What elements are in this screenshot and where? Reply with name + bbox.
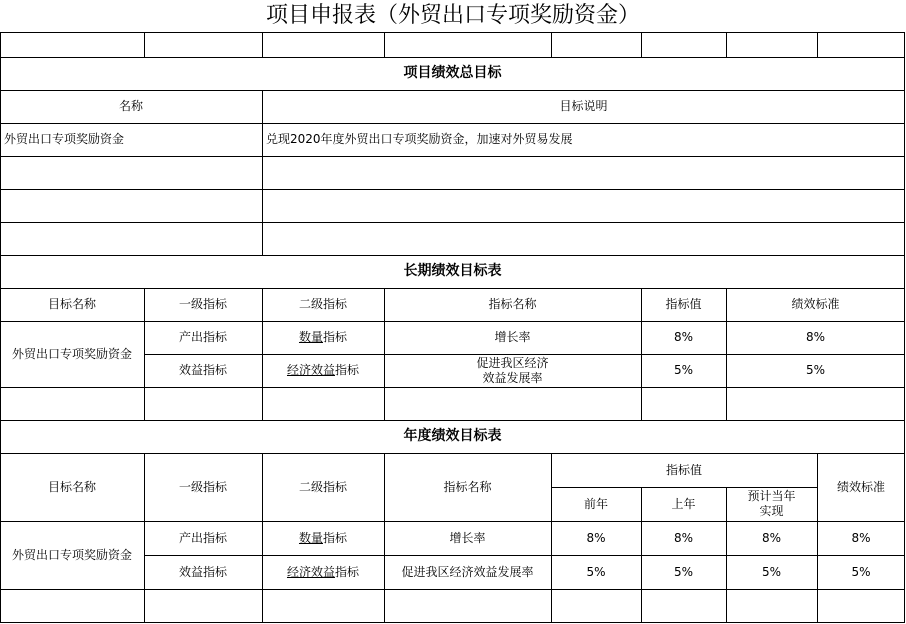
an-row2-prev: 5% <box>586 564 606 579</box>
lt-row1-level2 <box>262 321 384 354</box>
rule <box>0 589 905 590</box>
rule <box>551 32 552 57</box>
overall-col-name: 名称 <box>118 99 143 113</box>
overall-col-desc: 目标说明 <box>559 99 608 113</box>
lt-header-standard: 绩效标准 <box>791 297 840 311</box>
an-header-prev-year: 前年 <box>583 496 608 511</box>
rule <box>726 32 727 57</box>
an-row2-expected: 5% <box>761 564 782 579</box>
lt-row2-value: 5% <box>673 363 694 377</box>
lt-row2-level2-rest: 指标 <box>335 363 360 377</box>
an-header-standard: 绩效标准 <box>836 479 885 494</box>
an-row2-level2 <box>262 555 384 589</box>
rule <box>0 222 905 223</box>
an-header-value-group: 指标值 <box>665 462 702 477</box>
rule <box>0 156 905 157</box>
overall-row-name: 外贸出口专项奖励资金 <box>4 132 125 146</box>
an-row1-level2 <box>262 521 384 555</box>
an-row2-last: 5% <box>673 564 694 579</box>
lt-row1-value: 8% <box>673 330 694 344</box>
lt-row2-indicator <box>384 354 641 387</box>
an-row2-standard: 5% <box>851 564 871 579</box>
lt-row1-level2-rest: 指标 <box>323 330 348 344</box>
lt-row1-standard: 8% <box>805 330 826 344</box>
an-row1-last: 8% <box>673 530 694 545</box>
an-goal-name: 外贸出口专项奖励资金 <box>11 547 132 562</box>
lt-row1-level2-underlined: 数量 <box>298 330 323 344</box>
an-header-indicator: 指标名称 <box>443 479 492 494</box>
lt-row1-indicator: 增长率 <box>494 330 531 344</box>
rule <box>0 387 905 388</box>
lt-header-goal-name: 目标名称 <box>47 297 96 311</box>
an-header-expected <box>726 487 817 521</box>
an-header-last-year: 上年 <box>671 496 696 511</box>
an-header-level2: 二级指标 <box>298 479 347 494</box>
lt-row2-indicator-line1: 促进我区经济 <box>476 355 549 370</box>
an-header-expected-line2: 实现 <box>759 504 784 518</box>
lt-row1-level1: 产出指标 <box>178 330 227 344</box>
rule <box>262 32 263 57</box>
rule <box>0 32 905 33</box>
an-row1-expected: 8% <box>761 530 782 545</box>
lt-header-level1: 一级指标 <box>178 297 227 311</box>
rule <box>0 622 905 623</box>
lt-header-value: 指标值 <box>665 297 702 311</box>
overall-heading: 项目绩效总目标 <box>403 65 502 81</box>
an-row1-level2-underlined: 数量 <box>298 530 323 545</box>
an-header-goal-name: 目标名称 <box>47 479 96 494</box>
an-row1-level1: 产出指标 <box>178 530 227 545</box>
overall-row-desc: 兑现2020年度外贸出口专项奖励资金，加速对外贸易发展 <box>266 132 573 146</box>
lt-row2-level1: 效益指标 <box>178 363 227 377</box>
lt-header-level2: 二级指标 <box>298 297 347 311</box>
an-row2-level1: 效益指标 <box>178 564 227 579</box>
lt-header-indicator: 指标名称 <box>488 297 537 311</box>
long-term-heading: 长期绩效目标表 <box>403 263 502 279</box>
rule <box>641 32 642 57</box>
rule <box>144 32 145 57</box>
an-header-level1: 一级指标 <box>178 479 227 494</box>
an-row1-level2-rest: 指标 <box>323 530 348 545</box>
an-header-expected-line1: 预计当年 <box>747 489 796 503</box>
an-row1-indicator: 增长率 <box>449 530 486 545</box>
an-row1-standard: 8% <box>851 530 871 545</box>
annual-heading: 年度绩效目标表 <box>403 428 502 444</box>
lt-row2-indicator-line2: 效益发展率 <box>482 370 543 385</box>
lt-row2-level2-underlined: 经济效益 <box>286 363 335 377</box>
an-row1-prev: 8% <box>586 530 606 545</box>
an-row2-level2-underlined: 经济效益 <box>286 564 335 579</box>
lt-row2-level2 <box>262 354 384 387</box>
an-row2-indicator: 促进我区经济效益发展率 <box>401 564 534 579</box>
lt-row2-standard: 5% <box>805 363 826 377</box>
lt-goal-name: 外贸出口专项奖励资金 <box>11 346 132 361</box>
an-row2-level2-rest: 指标 <box>335 564 360 579</box>
form-title: 项目申报表（外贸出口专项奖励资金） <box>265 3 640 28</box>
rule <box>384 32 385 57</box>
rule <box>0 189 905 190</box>
rule <box>817 32 818 57</box>
